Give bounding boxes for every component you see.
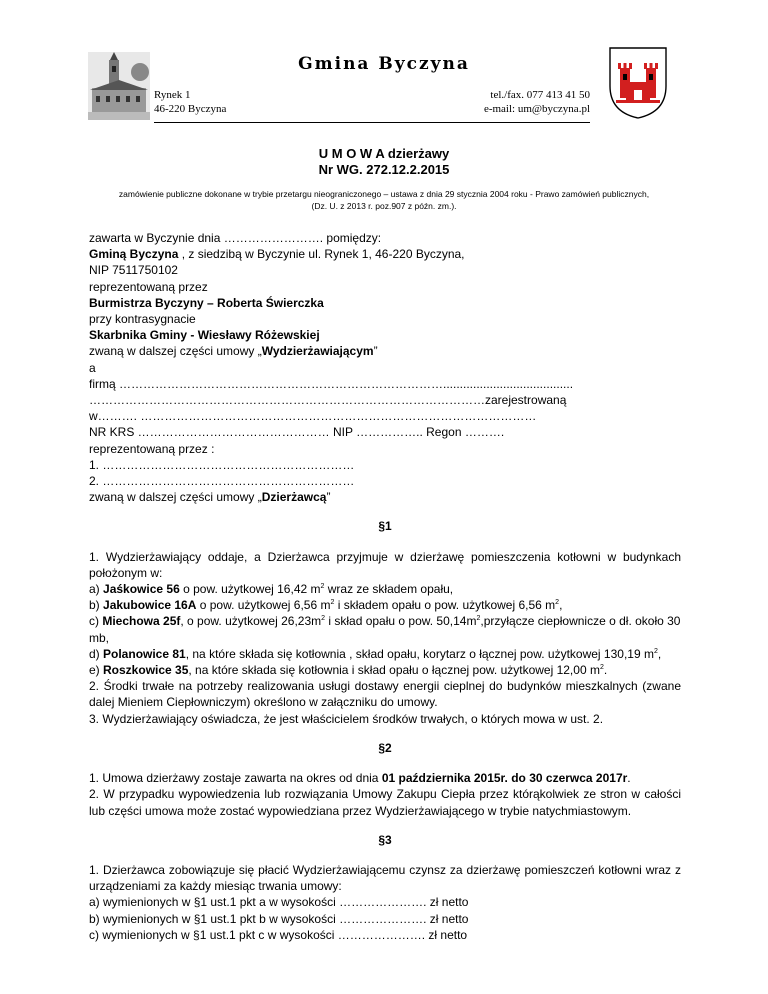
location-name: Polanowice 81 <box>103 646 186 661</box>
phone-text: tel./fax. 077 413 41 50 <box>490 89 590 101</box>
s1-item-d <box>89 646 681 662</box>
superscript: 2 <box>476 615 481 623</box>
document-title: U M O W A dzierżawy <box>318 146 450 161</box>
org-name: Gmina Byczyna <box>298 54 470 74</box>
location-name: Jaśkowice 56 <box>103 582 180 597</box>
contract-body <box>89 230 681 943</box>
superscript: 2 <box>555 599 560 607</box>
item-text: , <box>559 598 563 613</box>
superscript: 2 <box>599 664 604 672</box>
item-text: o pow. użytkowej 16,42 m <box>179 582 321 597</box>
superscript: 2 <box>653 647 658 655</box>
item-text: , o pow. użytkowej 26,23m <box>180 614 322 629</box>
s1-item-a <box>89 581 681 597</box>
item-text: o pow. użytkowej 6,56 m <box>196 598 331 613</box>
represented-line-2: reprezentowaną przez : <box>89 441 215 456</box>
item-text: , na które składa się kotłownia i skład opału o łącznej pow. użytkowej 12,00 m <box>188 663 600 678</box>
para-text: . <box>627 771 631 786</box>
s1-paragraph-1: 1. Wydzierżawiający oddaje, a Dzierżawca przyjmuje w dzierżawę pomieszczenia kotłowni w budynkach położonym w: <box>89 549 681 580</box>
header-divider <box>154 122 590 123</box>
letterhead <box>0 0 768 140</box>
s1-paragraph-2: 2. Środki trwałe na potrzeby realizowania usługi dostawy energii cieplnej do budynków mieszkalnych (zwane dalej Mieniem Ciepłowniczym) określono w załączniku do umowy. <box>89 679 681 710</box>
item-marker: a) <box>89 582 104 597</box>
document-title-block <box>0 146 768 178</box>
s3-item-b: b) wymienionych w §1 ust.1 pkt b w wysokości …………………. zł netto <box>89 911 469 926</box>
mayor-name: Burmistrza Byczyny – Roberta Świerczka <box>89 295 324 310</box>
registry-court-line: w………. ……………………………………………………………………………………… <box>89 409 537 424</box>
lessor-term: Wydzierżawiającym <box>261 344 374 359</box>
item-text: i skład opału o pow. 50,14m <box>325 614 477 629</box>
item-marker: b) <box>89 598 104 613</box>
intro-line: zawarta w Byczynie dnia ……………………. pomiędzy: <box>89 231 382 245</box>
def-text: zwaną w dalszej części umowy „ <box>89 344 262 359</box>
address-line: 46-220 Byczyna <box>154 103 227 115</box>
treasurer-name: Skarbnika Gminy - Wiesławy Różewskiej <box>89 328 320 343</box>
email-text: e-mail: um@byczyna.pl <box>483 103 590 115</box>
contact-block <box>484 88 590 116</box>
lessor-def-line <box>89 343 681 359</box>
item-text: , <box>657 646 662 661</box>
treasurer-line <box>89 327 681 343</box>
section-1-heading: §1 <box>378 519 392 534</box>
coat-of-arms-icon <box>608 46 668 120</box>
krs-nip-regon-line: NR KRS ………………………………………… NIP …………….. Regon ………. <box>89 425 505 440</box>
section-3-heading: §3 <box>378 832 392 847</box>
s3-item-a: a) wymienionych w §1 ust.1 pkt a w wysokości …………………. zł netto <box>89 895 469 910</box>
lessee-def-line <box>89 489 681 505</box>
s1-paragraph-3: 3. Wydzierżawiający oświadcza, że jest właścicielem środków trwałych, o których mowa w ust. 2. <box>89 711 604 726</box>
superscript: 2 <box>330 599 335 607</box>
location-name: Roszkowice 35 <box>103 663 189 678</box>
s2-paragraph-1 <box>89 770 681 786</box>
def-text: zwaną w dalszej części umowy „ <box>89 490 262 505</box>
representative-2-line: 2. ……………………………………………………… <box>89 474 355 489</box>
representative-1-line: 1. ……………………………………………………… <box>89 457 355 472</box>
item-text: ,przyłącze ciepłownicze o dł. około 30 mb, <box>89 614 681 645</box>
s1-item-b <box>89 597 681 613</box>
document-number: Nr WG. 272.12.2.2015 <box>318 162 450 177</box>
item-marker: c) <box>89 614 103 629</box>
registered-line: ………………………………………………………………………………………zarejestrowaną <box>89 393 567 408</box>
party1-name: Gminą Byczyna <box>89 247 179 262</box>
s1-item-c <box>89 613 681 645</box>
procurement-note: zamówienie publiczne dokonane w trybie przetargu nieograniczonego – ustawa z dnia 29 stycznia 2004 roku - Prawo zamówień publicznych, (Dz. U. z 2013 r. poz.907 z późn. zm.). <box>118 189 650 211</box>
def-quote: ” <box>326 490 331 505</box>
item-text: wraz ze składem opału, <box>324 582 454 597</box>
section-2-heading: §2 <box>378 740 392 755</box>
s3-paragraph-1: 1. Dzierżawca zobowiązuje się płacić Wydzierżawiającemu czynsz za dzierżawę pomieszczeń kotłowni wraz z urządzeniami za każdy miesiąc trwania umowy: <box>89 862 681 894</box>
mayor-line <box>89 295 681 311</box>
lessee-term: Dzierżawcą <box>261 490 327 505</box>
s3-item-c: c) wymienionych w §1 ust.1 pkt c w wysokości …………………. zł netto <box>89 927 468 942</box>
s2-paragraph-2: 2. W przypadku wypowiedzenia lub rozwiązania Umowy Zakupu Ciepła przez którąkolwiek ze stron w całości lub części umowa może zostać wypowiedziana przez Wydzierżawiającego w trybie natychmiastowym. <box>89 787 681 818</box>
address-line: Rynek 1 <box>154 89 191 101</box>
item-text: , na które składa się kotłownia , skład opału, korytarz o łącznej pow. użytkowej 130,19 m <box>185 646 654 661</box>
party1-line <box>89 246 681 262</box>
item-text: . <box>603 663 608 678</box>
contract-period: 01 października 2015r. do 30 czerwca 2017r <box>381 771 628 786</box>
para-text: 1. Umowa dzierżawy zostaje zawarta na okres od dnia <box>89 771 382 786</box>
def-quote: ” <box>373 344 378 359</box>
company-line: firmą ………………………………………………………………………....................................... <box>89 376 574 391</box>
item-marker: d) <box>89 646 104 661</box>
superscript: 2 <box>320 583 325 591</box>
item-marker: e) <box>89 663 104 678</box>
and-line: a <box>89 360 96 375</box>
represented-line: reprezentowaną przez <box>89 279 208 294</box>
party1-address: , z siedzibą w Byczynie ul. Rynek 1, 46-220 Byczyna, <box>178 247 465 262</box>
superscript: 2 <box>321 615 326 623</box>
address-block <box>154 88 226 116</box>
s1-item-e <box>89 662 681 678</box>
item-text: i składem opału o pow. użytkowej 6,56 m <box>334 598 556 613</box>
countersign-line: przy kontrasygnacie <box>89 312 196 327</box>
location-name: Jakubowice 16A <box>103 598 197 613</box>
location-name: Miechowa 25f <box>102 614 181 629</box>
nip-line: NIP 7511750102 <box>89 263 178 278</box>
